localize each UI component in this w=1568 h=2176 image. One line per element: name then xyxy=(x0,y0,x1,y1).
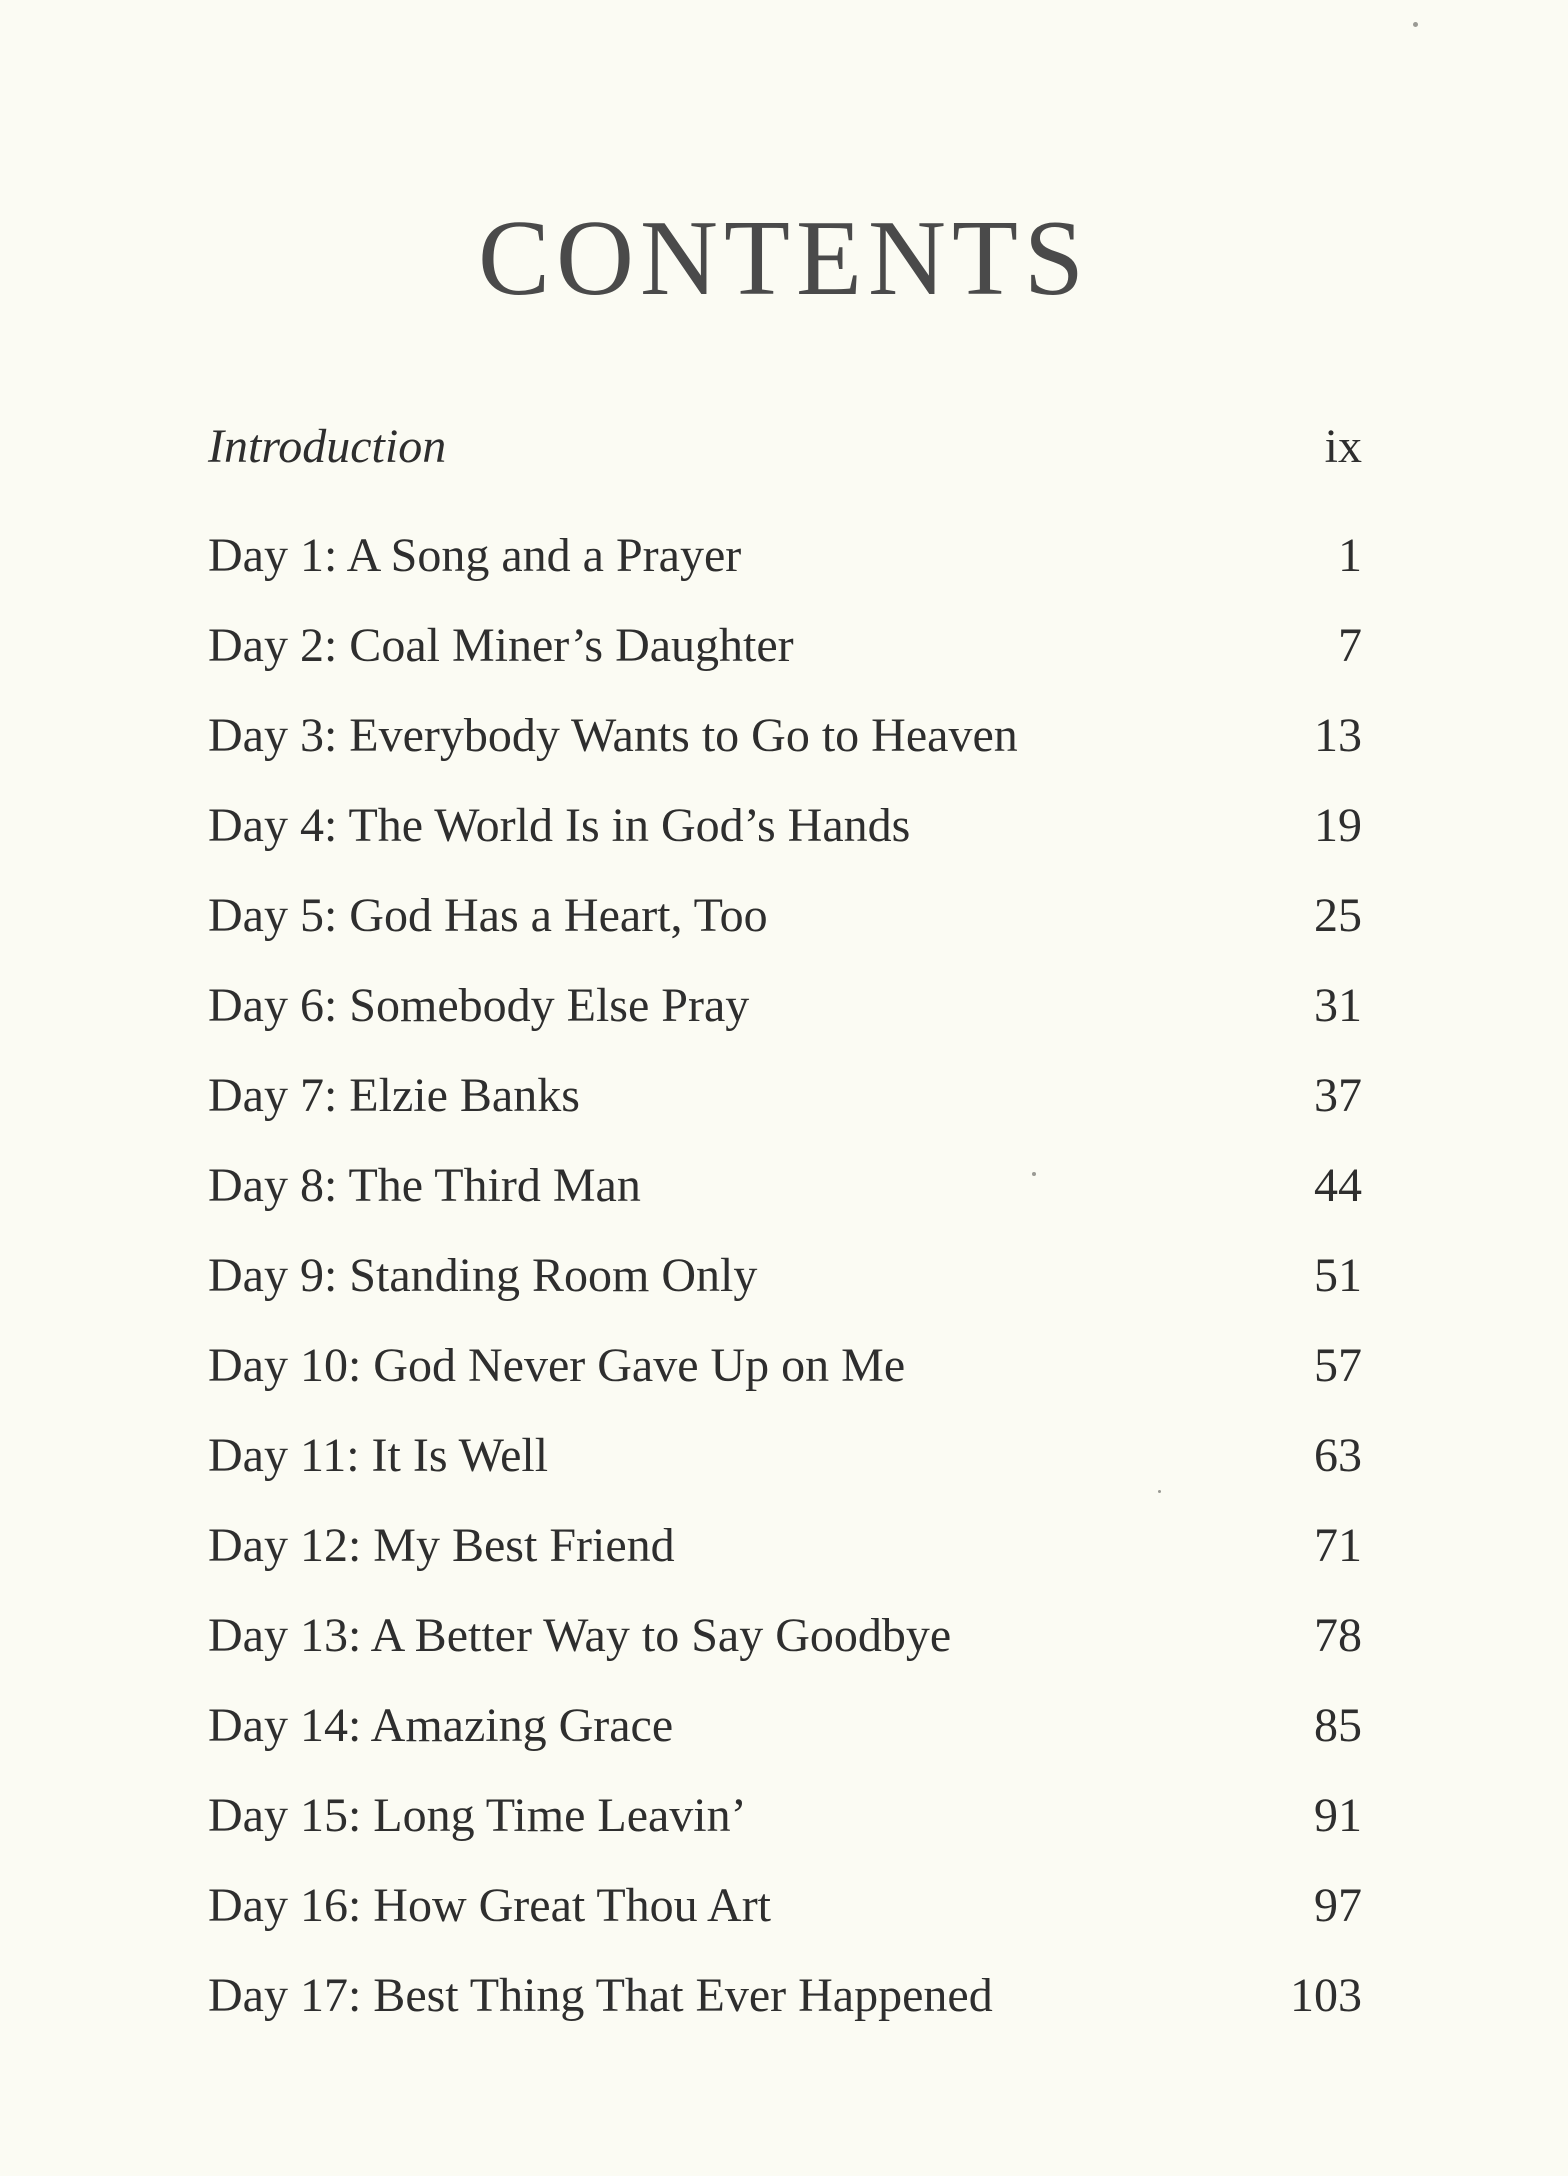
paper-speck xyxy=(1158,1490,1161,1493)
toc-entry-page: 103 xyxy=(1290,1969,1362,2022)
toc-entry-page: 91 xyxy=(1314,1789,1362,1842)
toc-entry-page: 37 xyxy=(1314,1069,1362,1122)
toc-entry-page: 97 xyxy=(1314,1879,1362,1932)
toc-entry-page: 31 xyxy=(1314,979,1362,1032)
toc-entry-title: Introduction xyxy=(208,420,447,473)
paper-speck xyxy=(1413,22,1418,27)
toc-entry-page: 78 xyxy=(1314,1609,1362,1662)
paper-speck xyxy=(1032,1172,1036,1176)
toc-entry-title: Day 2: Coal Miner’s Daughter xyxy=(208,619,794,672)
toc-entry xyxy=(208,701,1362,771)
toc-entry xyxy=(208,1331,1362,1401)
toc-entry-title: Day 1: A Song and a Prayer xyxy=(208,529,742,582)
toc-entry-page: 25 xyxy=(1314,889,1362,942)
toc-entry-title: Day 5: God Has a Heart, Too xyxy=(208,889,768,942)
toc-entry xyxy=(208,1151,1362,1221)
toc-entry-title: Day 16: How Great Thou Art xyxy=(208,1879,772,1932)
toc-entry-page: 19 xyxy=(1314,799,1362,852)
toc-entry-page: 7 xyxy=(1338,619,1362,672)
toc-entry xyxy=(208,1961,1362,2031)
page-title: CONTENTS xyxy=(478,199,1090,318)
toc-entry-page: 51 xyxy=(1314,1249,1362,1302)
toc-entry xyxy=(208,1061,1362,1131)
toc-entry xyxy=(208,1511,1362,1581)
toc-entry-title: Day 3: Everybody Wants to Go to Heaven xyxy=(208,709,1018,762)
toc-entry-page: ix xyxy=(1324,420,1362,473)
toc-entry xyxy=(208,971,1362,1041)
toc-entry-title: Day 6: Somebody Else Pray xyxy=(208,979,750,1032)
toc-entry-title: Day 7: Elzie Banks xyxy=(208,1069,580,1122)
table-of-contents xyxy=(208,0,1362,2176)
toc-entry xyxy=(208,1241,1362,1311)
toc-entry xyxy=(208,1691,1362,1761)
toc-entry-page: 13 xyxy=(1314,709,1362,762)
toc-entry xyxy=(208,791,1362,861)
toc-entry-page: 1 xyxy=(1338,529,1362,582)
toc-entry-title: Day 17: Best Thing That Ever Happened xyxy=(208,1969,993,2022)
toc-entry-title: Day 10: God Never Gave Up on Me xyxy=(208,1339,906,1392)
toc-entry-page: 85 xyxy=(1314,1699,1362,1752)
toc-entry xyxy=(208,1421,1362,1491)
toc-entry xyxy=(208,1781,1362,1851)
toc-entry-page: 63 xyxy=(1314,1429,1362,1482)
toc-entry-title: Day 14: Amazing Grace xyxy=(208,1699,674,1752)
toc-entry-page: 57 xyxy=(1314,1339,1362,1392)
toc-entry-page: 44 xyxy=(1314,1159,1362,1212)
toc-entry xyxy=(208,1871,1362,1941)
toc-entry xyxy=(208,1601,1362,1671)
toc-entry-title: Day 11: It Is Well xyxy=(208,1429,549,1482)
toc-entry xyxy=(208,521,1362,591)
toc-entry-page: 71 xyxy=(1314,1519,1362,1572)
toc-entry-title: Day 13: A Better Way to Say Goodbye xyxy=(208,1609,952,1662)
toc-entry-title: Day 9: Standing Room Only xyxy=(208,1249,758,1302)
toc-entry-title: Day 8: The Third Man xyxy=(208,1159,641,1212)
toc-entry xyxy=(208,611,1362,681)
toc-entry-title: Day 12: My Best Friend xyxy=(208,1519,675,1572)
toc-entry-introduction xyxy=(208,412,1362,482)
toc-entry-title: Day 4: The World Is in God’s Hands xyxy=(208,799,911,852)
toc-entry-title: Day 15: Long Time Leavin’ xyxy=(208,1789,747,1842)
toc-entry xyxy=(208,881,1362,951)
